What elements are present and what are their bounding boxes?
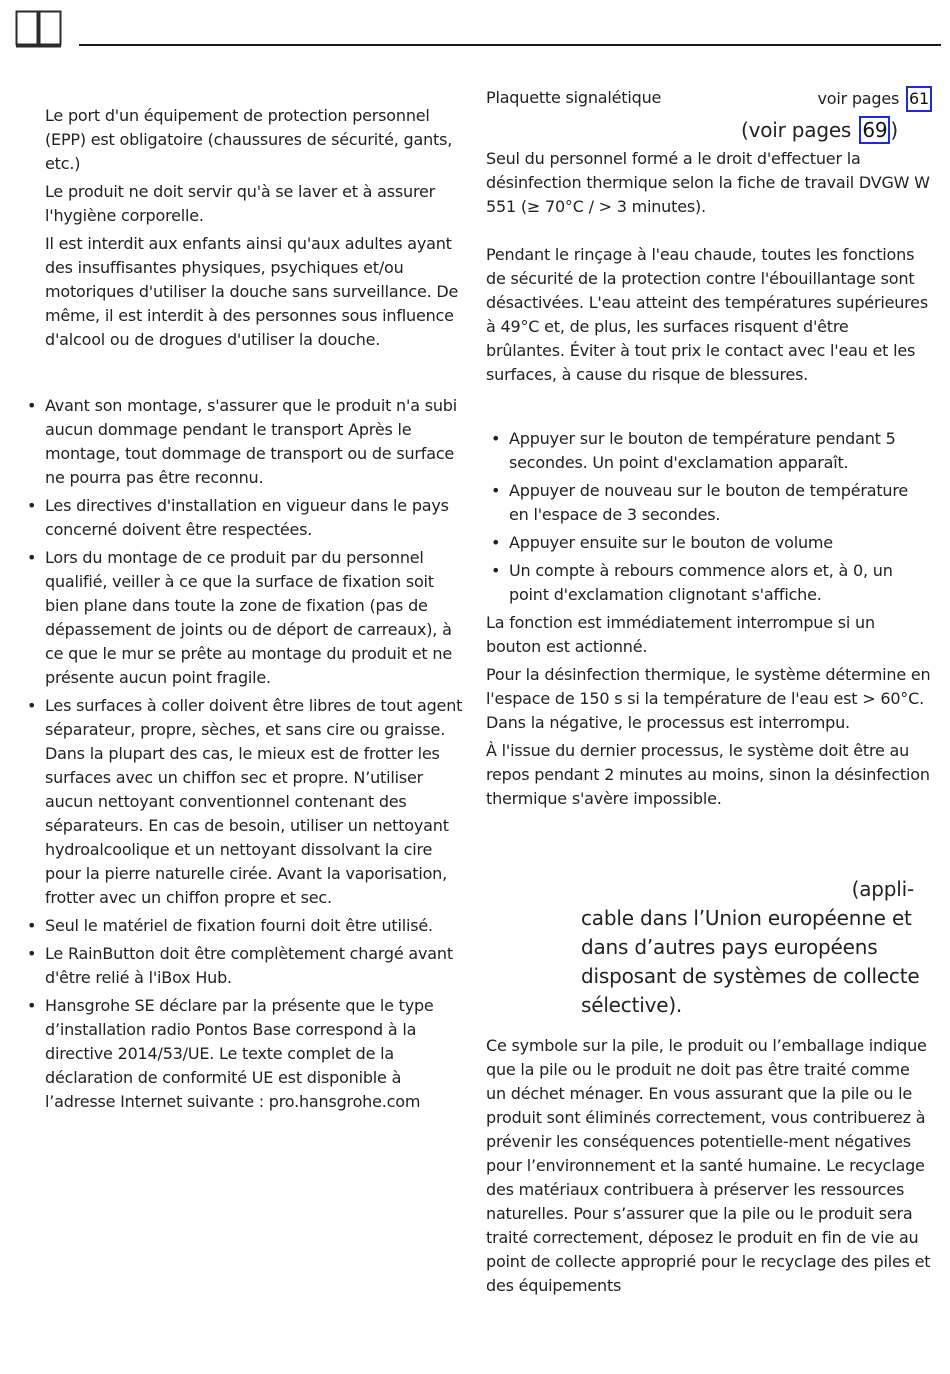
plaquette-ref [817,86,932,112]
list-item: • Appuyer ensuite sur le bouton de volume [491,531,932,555]
desinfection-intro: Seul du personnel formé a le droit d'effectuer la désinfection thermique selon la fiche de travail DVGW W 551 (≥ 70°C / > 3 minutes). [486,149,930,216]
list-item: • Appuyer sur le bouton de température pendant 5 secondes. Un point d'exclamation apparaît. [491,427,932,475]
left-column [27,104,464,1118]
weee-applicability: cable dans l’Union européenne et dans d’autres pays européens disposant de systèmes de collecte sélective). [581,906,920,1017]
page-69-link[interactable]: 69 [859,116,890,144]
info-paragraph: Pour la désinfection thermique, le système détermine en l'espace de 150 s si la température de l'eau est > 60°C. Dans la négative, le processus est interrompu. [486,665,931,732]
intro-paragraph: Il est interdit aux enfants ainsi qu'aux adultes ayant des insuffisantes physiques, psychiques et/ou motoriques d'utiliser la douche sans surveillance. De même, il est interdit à des personnes sous influence d'alcool ou de drogues d'utiliser la douche. [45,234,459,349]
book-icon [15,10,62,48]
voir-pages-line [486,115,932,145]
intro-paragraph: Le produit ne doit servir qu'à se laver et à assurer l'hygiène corporelle. [45,182,436,225]
right-column [486,86,932,1302]
list-item: • Avant son montage, s'assurer que le produit n'a subi aucun dommage pendant le transport Après le montage, tout dommage de transport ou de surface ne pourra pas être reconnu. [27,394,464,490]
list-item: • Les directives d'installation en vigueur dans le pays concerné doivent être respectées. [27,494,464,542]
plaquette-label: Plaquette signalétique [486,88,662,107]
list-item: • Un compte à rebours commence alors et, à 0, un point d'exclamation clignotant s'affiche. [491,559,932,607]
desinfection-steps [491,427,932,607]
recycling-paragraph: Ce symbole sur la pile, le produit ou l’emballage indique que la pile ou le produit ne doit pas être traité comme un déchet ménager. En vous assurant que la pile ou le produit sont éliminés correctement, vous contribuerez à prévenir les conséquences potentielle-ment négatives pour l’environnement et la santé humaine. Le recyclage des matériaux contribuera à préserver les ressources naturelles. Pour s’assurer que la pile ou le produit sera traité correctement, déposez le produit en fin de vie au point de collecte approprié pour le recyclage des piles et des équipements [486,1036,931,1295]
list-item: • Le RainButton doit être complètement chargé avant d'être relié à l'iBox Hub. [27,942,464,990]
info-paragraph: La fonction est immédiatement interrompue si un bouton est actionné. [486,613,875,656]
installation-notes-list [27,394,464,1114]
plaquette-row [486,86,932,112]
list-item: • Hansgrohe SE déclare par la présente que le type d’installation radio Pontos Base correspond à la directive 2014/53/UE. Le texte complet de la déclaration de conformité UE est disponible à l’adresse Internet suivante : pro.hansgrohe.com [27,994,464,1114]
intro-paragraph: Le port d'un équipement de protection personnel (EPP) est obligatoire (chaussures de sécurité, gants, etc.) [45,106,453,173]
voir-suffix: ) [890,118,898,142]
list-item: • Appuyer de nouveau sur le bouton de température en l'espace de 3 secondes. [491,479,932,527]
list-item: • Les surfaces à coller doivent être libres de tout agent séparateur, propre, sèches, et sans cire ou graisse. Dans la plupart des cas, le mieux est de frotter les surfaces avec un chiffon sec et propre. N’utiliser aucun nettoyant conventionnel contenant des séparateurs. En cas de besoin, utiliser un nettoyant hydroalcoolique et un nettoyant dissolvant la cire pour la pierre naturelle cirée. Avant la vaporisation, frotter avec un chiffon propre et sec. [27,694,464,910]
list-item: • Seul le matériel de fixation fourni doit être utilisé. [27,914,464,938]
info-paragraph: À l'issue du dernier processus, le système doit être au repos pendant 2 minutes au moins, sinon la désinfection thermique s'avère impossible. [486,741,930,808]
scald-warning: Pendant le rinçage à l'eau chaude, toutes les fonctions de sécurité de la protection contre l'ébouillantage sont désactivées. L'eau atteint des températures supérieures à 49°C et, de plus, les surfaces risquent d'être brûlantes. Éviter à tout prix le contact avec l'eau et les surfaces, à cause du risque de blessures. [486,245,928,384]
header-rule [79,44,941,46]
appli-line: (appli- [851,877,914,901]
page-61-link[interactable]: 61 [906,86,932,112]
safety-intro [27,104,464,352]
plaquette-ref-text: voir pages [817,89,900,108]
voir-prefix: (voir pages [740,118,852,142]
list-item: • Lors du montage de ce produit par du personnel qualifié, veiller à ce que la surface de fixation soit bien plane dans toute la zone de fixation (pas de dépassement de joints ou de déport de carreaux), à ce que le mur se prête au montage du produit et ne présente aucun point fragile. [27,546,464,690]
